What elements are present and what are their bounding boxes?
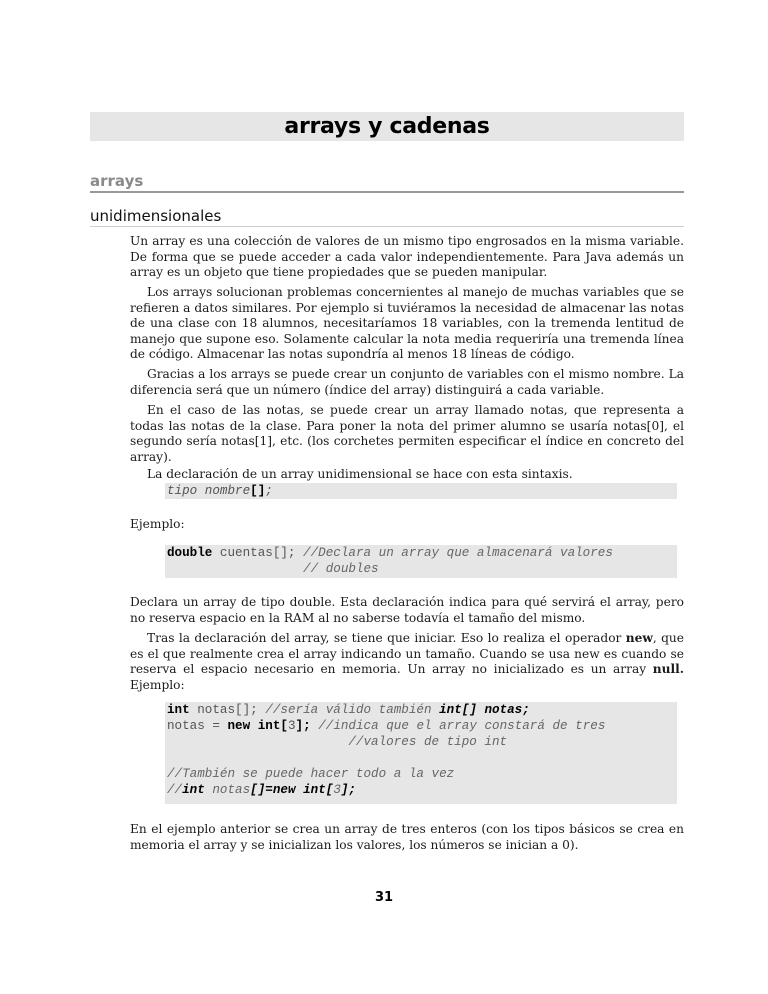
paragraph-benefit: Gracias a los arrays se puede crear un conjunto de variables con el mismo nombre. La diferencia será que un número (índice del array) distinguirá a cada variable. xyxy=(130,367,684,397)
bold-null: null. xyxy=(652,662,684,676)
paragraph-double-explanation: Declara un array de tipo double. Esta declaración indica para qué servirá el array, pero no reserva espacio en la RAM al no saberse todavía el tamaño del mismo. xyxy=(130,595,684,625)
code-keyword-int: int[ xyxy=(257,719,288,733)
code-comment: //indica que el array constará de tres xyxy=(310,719,606,733)
paragraph-example-label-1: Ejemplo: xyxy=(130,517,185,531)
code-variable-cuentas: cuentas[]; xyxy=(212,546,296,560)
code-keyword-new: new xyxy=(227,719,251,733)
code-bracket-close: ]; xyxy=(295,719,311,733)
code-comment: // xyxy=(167,783,183,797)
code-comment-bold: int xyxy=(182,783,205,797)
subsection-title: unidimensionales xyxy=(90,206,684,227)
section-title: arrays xyxy=(90,172,684,193)
code-comment-bold: ]; xyxy=(340,783,356,797)
paragraph-conclusion: En el ejemplo anterior se crea un array de tres enteros (con los tipos básicos se crea en memoria el array y se inicializan los valores, los números se inician a 0). xyxy=(130,822,684,852)
code-syntax-semicolon: ; xyxy=(265,484,273,498)
code-comment: 3 xyxy=(333,783,341,797)
text-segment: Ejemplo: xyxy=(130,677,185,692)
code-syntax-type-name: tipo nombre xyxy=(167,484,251,498)
page-number: 31 xyxy=(374,890,394,905)
code-text: notas = xyxy=(167,719,228,733)
code-comment-continued: // doubles xyxy=(167,562,379,576)
paragraph-problem: Los arrays solucionan problemas concernientes al manejo de muchas variables que se refieren a datos similares. Por ejemplo si tuviéramos la necesidad de almacenar las notas de una clase con 18 alumnos, necesitaríamos 18 variables, con la tremenda lentitud de manejo que supone eso. Solamente calcular la nota media requeriría una tremenda línea de código. Almacenar las notas supondría al menos 18 líneas de código. xyxy=(130,285,684,361)
text-segment: Tras la declaración del array, se tiene que iniciar. Eso lo realiza el operador xyxy=(147,631,626,645)
code-block-new-example xyxy=(165,702,677,804)
code-comment: notas xyxy=(204,783,251,797)
bold-new: new xyxy=(625,631,653,645)
paragraph-notas-example: En el caso de las notas, se puede crear un array llamado notas, que representa a todas las notas de la clase. Para poner la nota del primer alumno se usaría notas[0], el segundo sería notas[1], etc. (los corchetes permiten especificar el índice en concreto del array). xyxy=(130,403,684,464)
code-comment: //Declara un array que almacenará valores xyxy=(295,546,613,560)
code-space xyxy=(250,719,258,733)
code-comment: //valores de tipo int xyxy=(167,735,508,749)
code-keyword-double: double xyxy=(167,546,213,560)
code-block-syntax xyxy=(165,483,677,499)
code-text: notas[]; xyxy=(189,703,258,717)
code-comment-bold: []=new int[ xyxy=(250,783,334,797)
code-number: 3 xyxy=(287,719,296,733)
paragraph-syntax-intro: La declaración de un array unidimensional se hace con esta sintaxis. xyxy=(147,467,573,481)
code-block-double-example xyxy=(165,545,677,578)
text-segment: , que es el que realmente crea el array indicando un tamaño. Cuando se usa new es cuando se reserva el espacio necesario en memoria. Un array no inicializado es un array xyxy=(130,631,684,676)
code-keyword-int: int xyxy=(167,703,190,717)
chapter-title: arrays y cadenas xyxy=(90,112,684,141)
paragraph-intro: Un array es una colección de valores de un mismo tipo engrosados en la misma variable. De forma que se puede acceder a cada valor independientemente. Para Java además un array es un objeto que tiene propiedades que se pueden manipular. xyxy=(130,234,684,279)
paragraph-new-operator xyxy=(130,631,684,693)
code-comment: //También se puede hacer todo a la vez xyxy=(167,767,455,781)
code-comment: //sería válido también xyxy=(257,703,440,717)
code-syntax-brackets: [] xyxy=(250,484,266,498)
code-comment-bold: int[] notas; xyxy=(439,703,530,717)
